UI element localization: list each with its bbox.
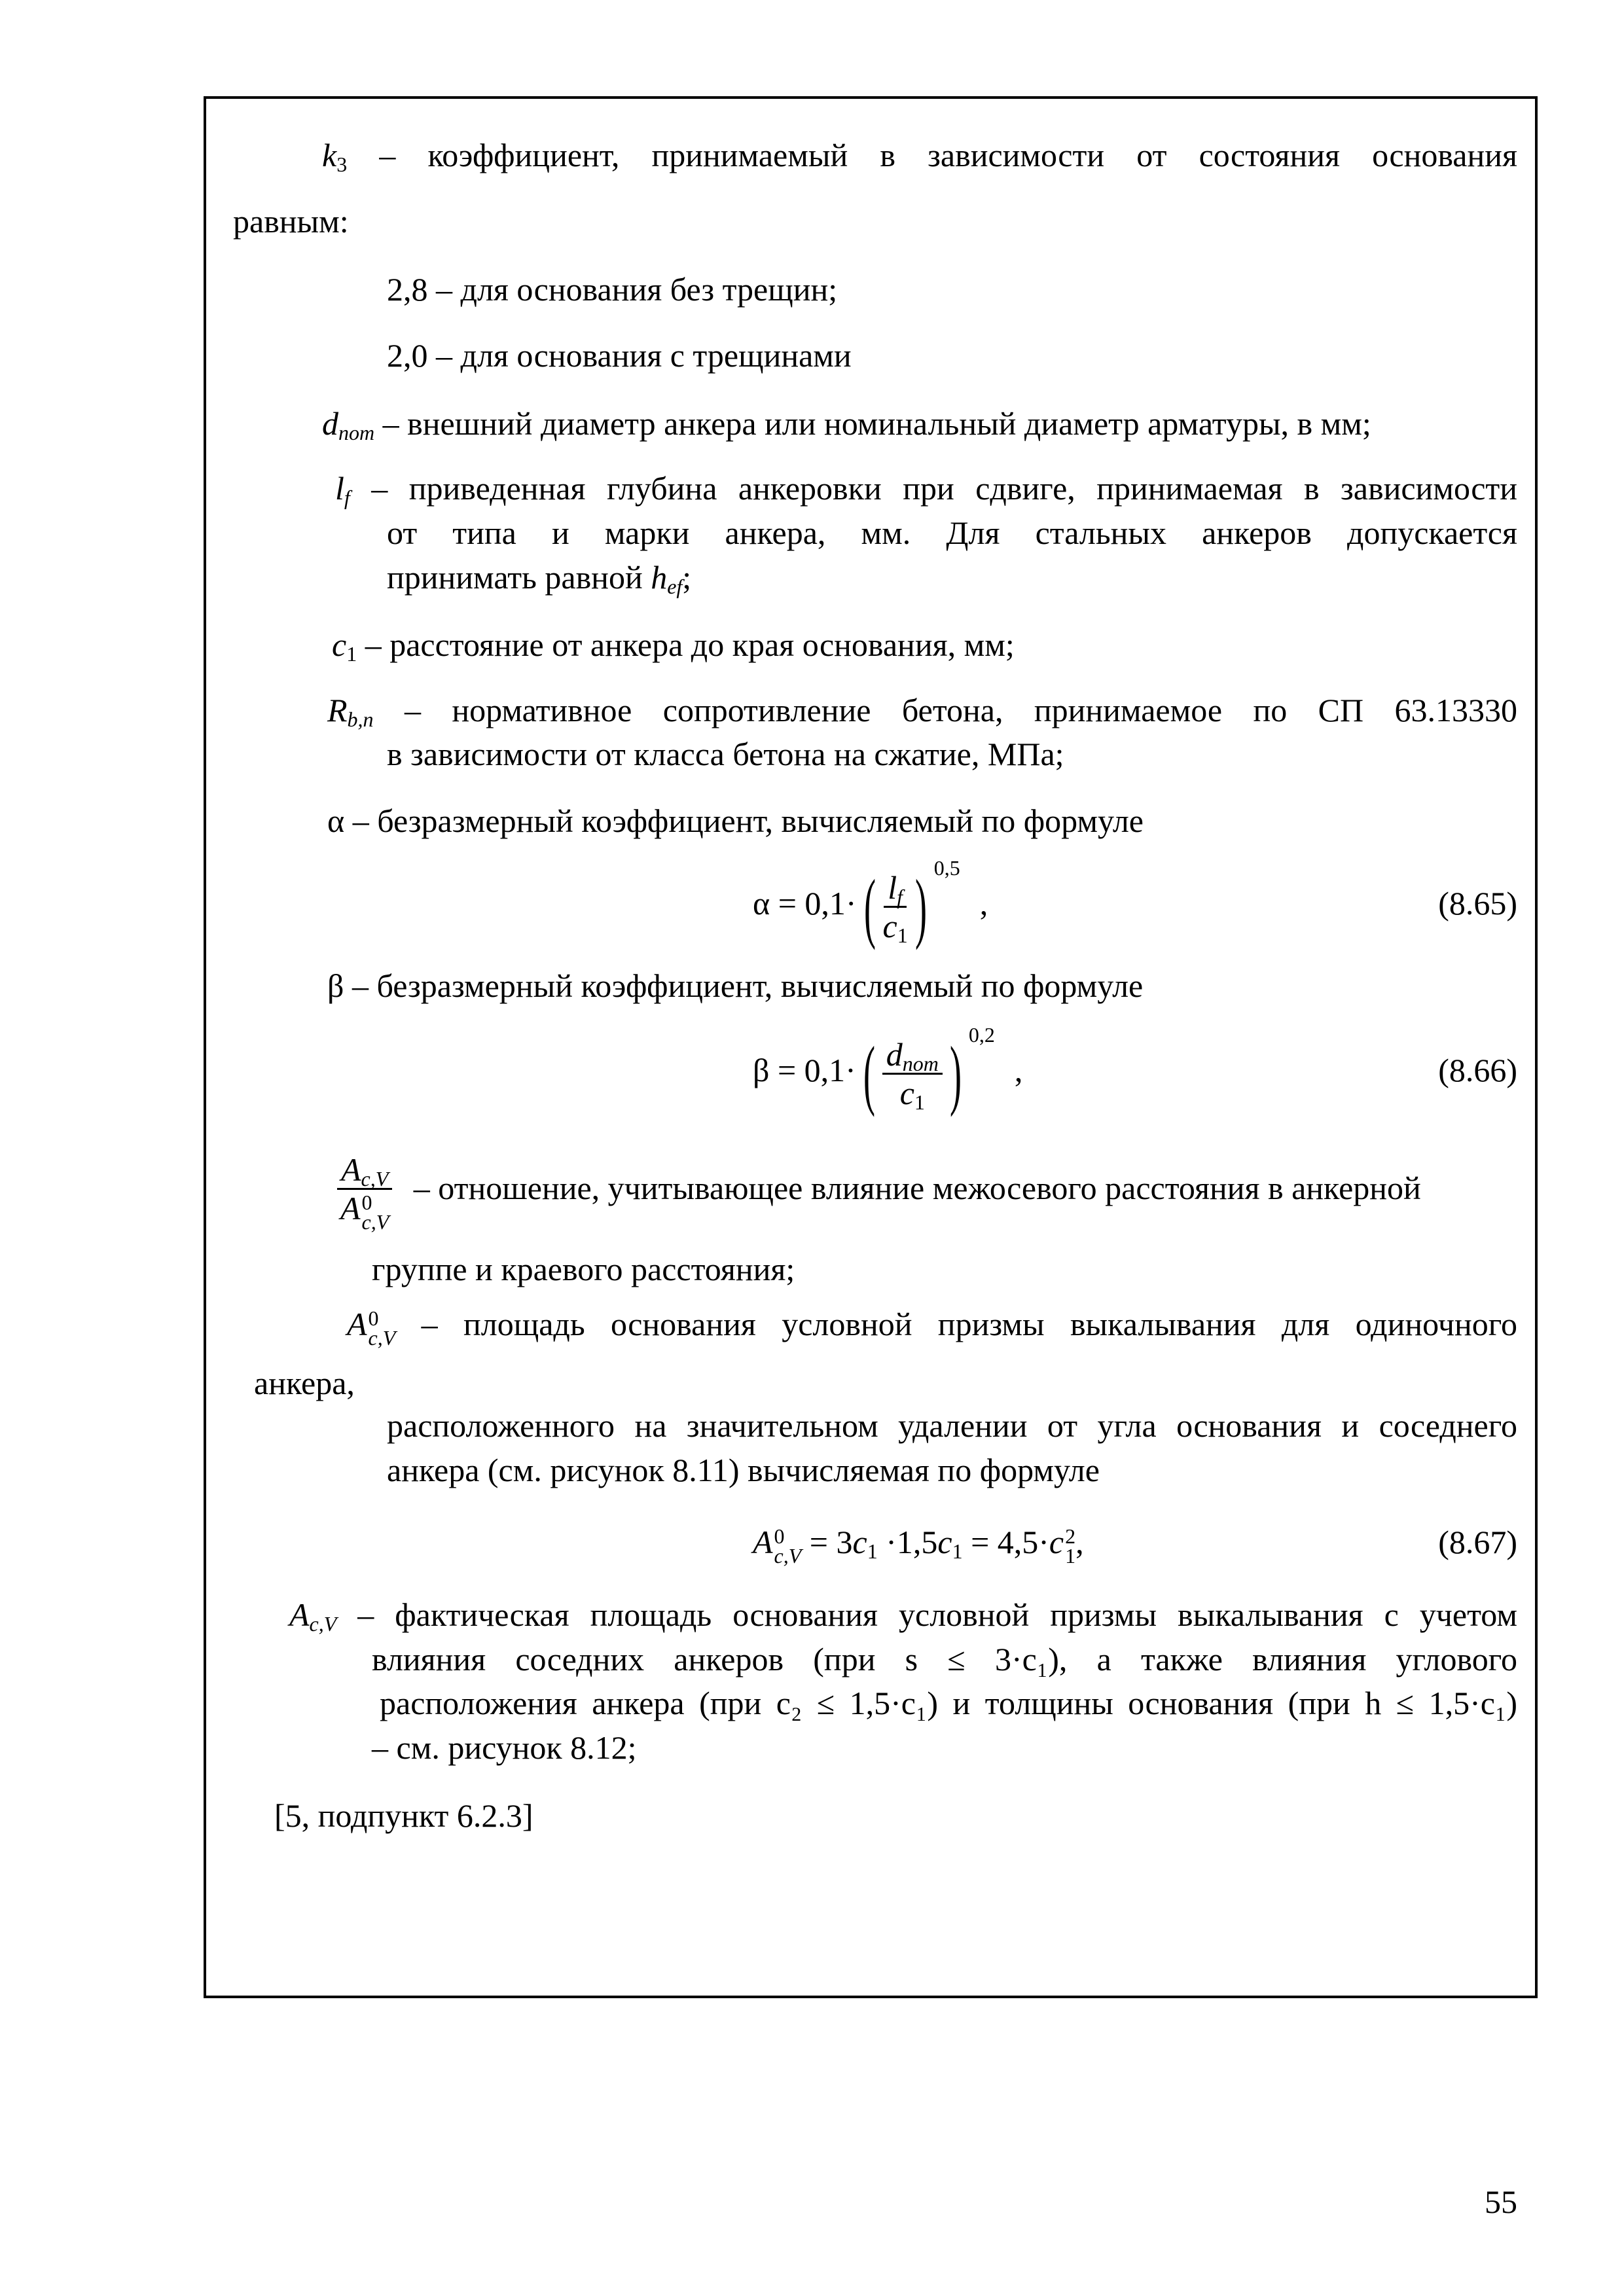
k3-continuation: равным: — [233, 203, 349, 240]
ratio-line-2: группе и краевого расстояния; — [372, 1251, 795, 1287]
c1-definition: $c_1$ – расстояние от анкера до края основания, мм; — [332, 626, 1015, 666]
ratio-definition: $A_{c,V}$ A 0 c,V – отношение, учитывающее влияние межосевого расстояния в анкерной — [337, 1149, 1421, 1232]
a0-line-3: расположенного на значительном удалении от угла основания и соседнего — [387, 1407, 1517, 1444]
acv-line-3: расположения анкера (при c₂ ≤ 1,5·c₁) и толщины основания (при h ≤ 1,5·c₁) — [380, 1685, 1517, 1721]
rbn-definition: $R_{b,n}$ – нормативное сопротивление бетона, принимаемое по СП 63.13330 — [327, 692, 1517, 731]
dnom-definition: $d_{nom}$ – внешний диаметр анкера или номинальный диаметр арматуры, в мм; — [322, 405, 1371, 444]
a0-line-4: анкера (см. рисунок 8.11) вычисляемая по формуле — [387, 1452, 1100, 1488]
a0-line-2: анкера, — [254, 1365, 355, 1401]
rbn-line-2: в зависимости от класса бетона на сжатие, МПа; — [387, 736, 1064, 772]
acv-line-4: – см. рисунок 8.12; — [372, 1729, 637, 1766]
formula-8-65: α = 0,1·( $\frac{l_f}{c_1}$ ) $^{0,5}$, — [753, 856, 988, 950]
lf-line-2: от типа и марки анкера, мм. Для стальных анкеров допускается — [387, 514, 1517, 551]
alpha-definition: α – безразмерный коэффициент, вычисляемый по формуле — [327, 802, 1144, 839]
acv-definition: $A_{c,V}$ – фактическая площадь основания условной призмы выкалывания с учетом — [289, 1596, 1517, 1636]
acv-line-2: влияния соседних анкеров (при s ≤ 3·c₁), а также влияния углового — [372, 1641, 1517, 1677]
formula-8-67: A 0 c,V = $3c_1 \cdot 1,5c_1 = 4,5\cdot c$ 2 1 , — [753, 1524, 1084, 1568]
lf-line-3: принимать равной $h_{ef}$; — [387, 559, 692, 598]
lf-definition: $l_f$ – приведенная глубина анкеровки при сдвиге, принимаемая в зависимости — [335, 470, 1517, 509]
reference: [5, подпункт 6.2.3] — [274, 1797, 533, 1834]
formula-8-66: β = 0,1·( $\frac{d_{nom}}{c_1}$ ) $^{0,2}$, — [753, 1023, 1023, 1117]
k3-definition: $k_3$ – коэффициент, принимаемый в зависимости от состояния основания — [322, 137, 1517, 176]
page-number: 55 — [1485, 2183, 1517, 2220]
k3-value-1: 2,8 – для основания без трещин; — [387, 271, 838, 308]
beta-definition: β – безразмерный коэффициент, вычисляемый по формуле — [327, 967, 1144, 1004]
equation-number-8-67: (8.67) — [1438, 1524, 1517, 1560]
equation-number-8-65: (8.65) — [1438, 885, 1517, 922]
equation-number-8-66: (8.66) — [1438, 1052, 1517, 1088]
k3-value-2: 2,0 – для основания с трещинами — [387, 337, 852, 374]
a0-definition: A 0 c,V – площадь основания условной призмы выкалывания для одиночного — [347, 1306, 1517, 1350]
